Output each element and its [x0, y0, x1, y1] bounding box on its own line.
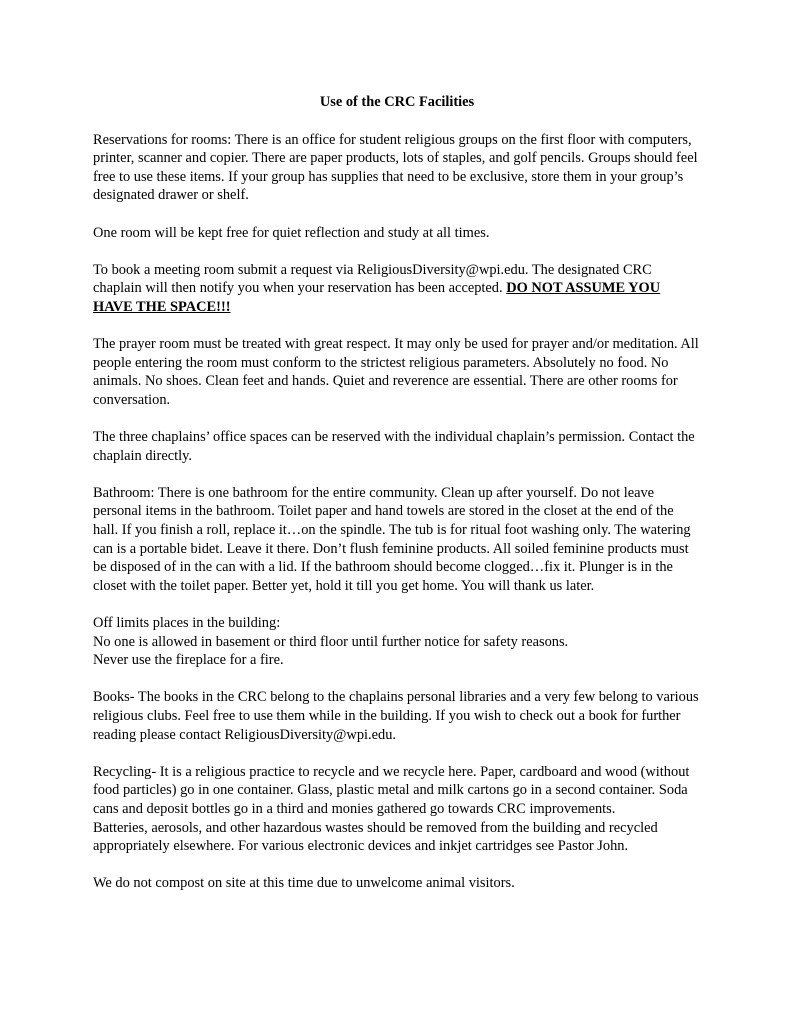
- off-limits-basement: No one is allowed in basement or third floor until further notice for safety reasons.: [93, 633, 569, 650]
- booking-text: To book a meeting room submit a request via ReligiousDiversity@wpi.edu. The designated CRC chaplain will then notify you when your reservation has been accepted.: [93, 261, 652, 297]
- compost-paragraph: We do not compost on site at this time due to unwelcome animal visitors.: [93, 875, 515, 892]
- off-limits-paragraph: [93, 614, 701, 670]
- recycling-paragraph: [93, 763, 701, 856]
- document-page: [93, 93, 701, 912]
- books-paragraph: Books- The books in the CRC belong to the chaplains personal libraries and a very few belong to various religious clubs. Feel free to use them while in the building. If you wish to check out a book for further reading please contact ReligiousDiversity@wpi.edu.: [93, 689, 699, 743]
- booking-paragraph: [93, 261, 701, 317]
- off-limits-fireplace: Never use the fireplace for a fire.: [93, 652, 284, 669]
- quiet-room-paragraph: One room will be kept free for quiet reflection and study at all times.: [93, 224, 490, 241]
- chaplains-offices-paragraph: The three chaplains’ office spaces can be reserved with the individual chaplain’s permission. Contact the chaplain directly.: [93, 429, 695, 464]
- prayer-room-paragraph: The prayer room must be treated with great respect. It may only be used for prayer and/or meditation. All people entering the room must conform to the strictest religious parameters. Absolutely no food. No animals. No shoes. Clean feet and hands. Quiet and reverence are essential. There are other rooms for conversation.: [93, 336, 699, 408]
- recycling-text: Recycling- It is a religious practice to recycle and we recycle here. Paper, cardboard and wood (without food particles) go in one container. Glass, plastic metal and milk cartons go in a second container. Soda cans and deposit bottles go in a third and monies gathered go towards CRC improvements.: [93, 763, 690, 817]
- off-limits-heading: Off limits places in the building:: [93, 615, 281, 632]
- hazardous-text: Batteries, aerosols, and other hazardous wastes should be removed from the building and recycled appropriately elsewhere. For various electronic devices and inkjet cartridges see Pastor John.: [93, 819, 658, 855]
- document-title: Use of the CRC Facilities: [319, 94, 475, 110]
- booking-warning: DO NOT ASSUME YOU HAVE THE SPACE!!!: [93, 280, 661, 315]
- reservations-paragraph: Reservations for rooms: There is an office for student religious groups on the first floor with computers, printer, scanner and copier. There are paper products, lots of staples, and golf pencils. Groups should feel free to use these items. If your group has supplies that need to be exclusive, store them in your group’s designated drawer or shelf.: [93, 131, 698, 204]
- bathroom-paragraph: Bathroom: There is one bathroom for the entire community. Clean up after yourself. Do not leave personal items in the bathroom. Toilet paper and hand towels are stored in the closet at the end of the hall. If you finish a roll, replace it…on the spindle. The tub is for ritual foot washing only. The watering can is a portable bidet. Leave it there. Don’t flush feminine products. All soiled feminine products must be disposed of in the can with a lid. If the bathroom should become clogged…fix it. Plunger is in the closet with the toilet paper. Better yet, hold it till you get home. You will thank us later.: [93, 484, 691, 594]
